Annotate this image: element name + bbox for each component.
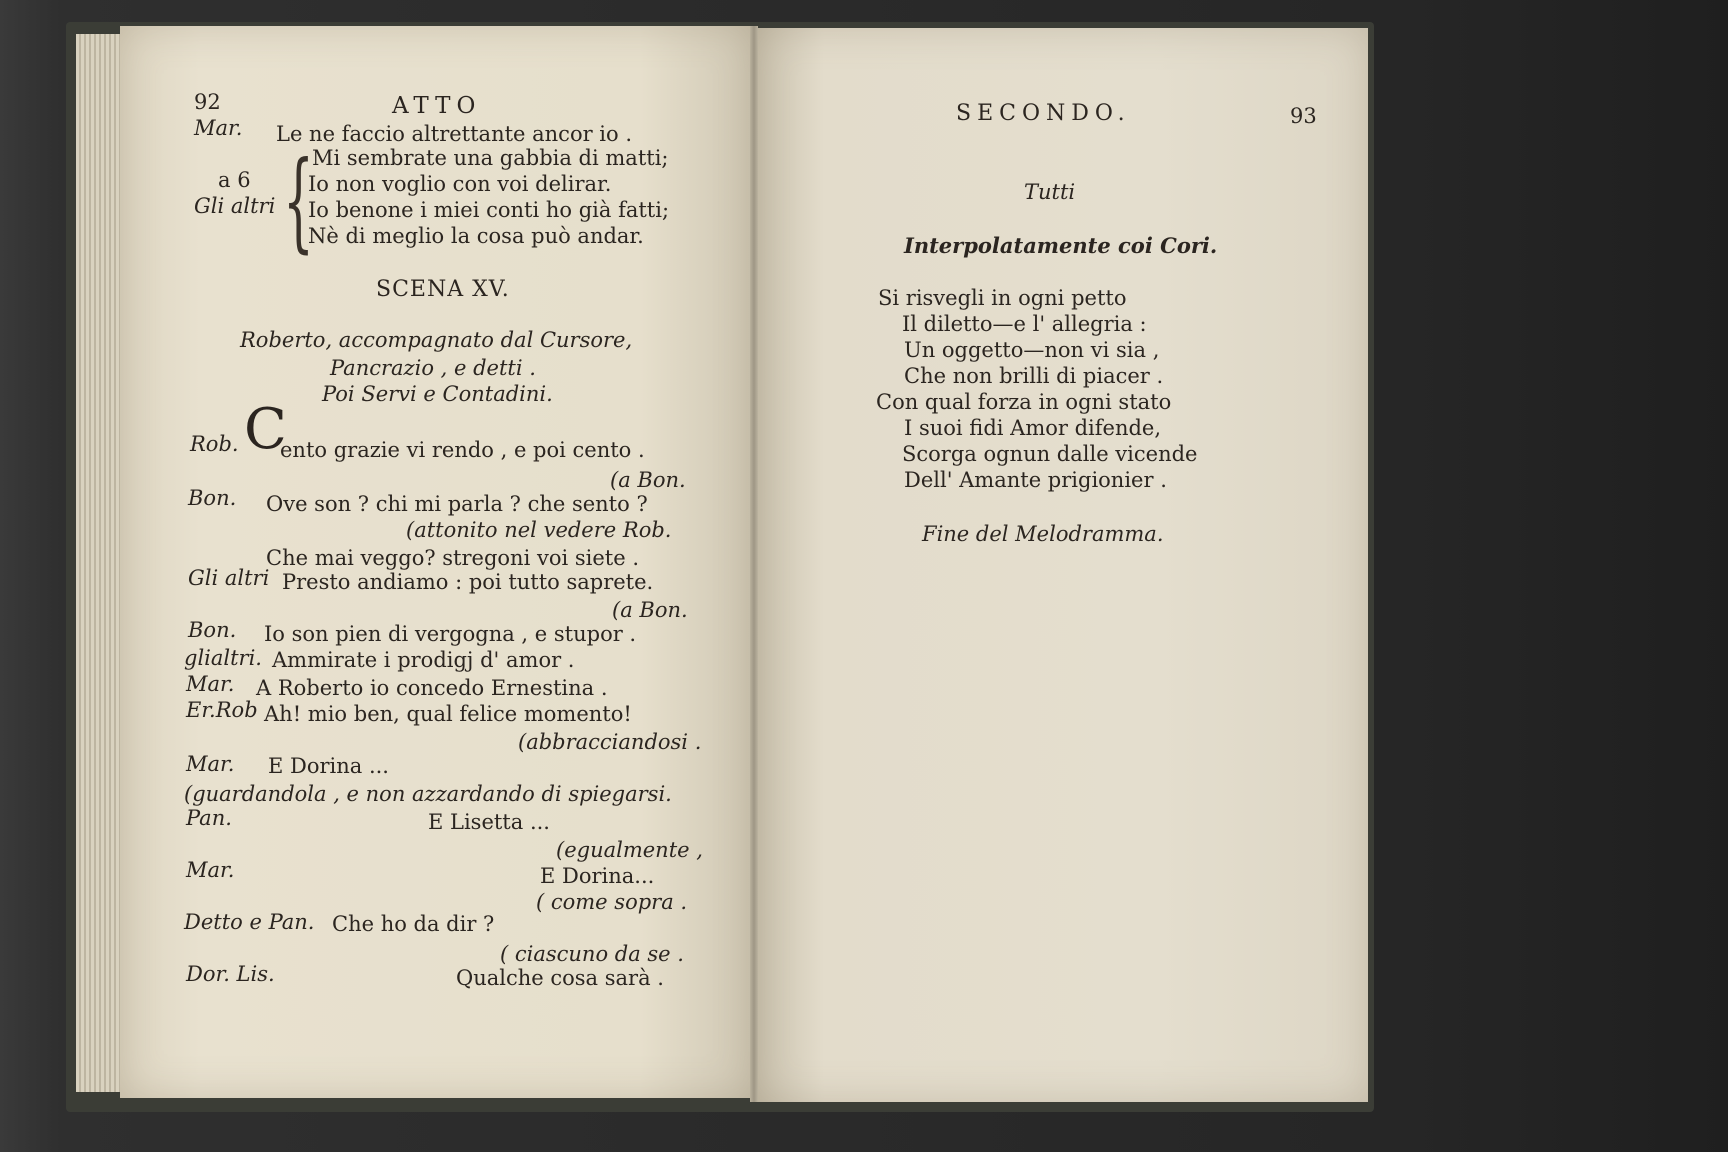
dialogue-line: Ah! mio ben, qual felice momento! bbox=[264, 702, 632, 726]
speaker: Bon. bbox=[188, 618, 237, 642]
curly-brace-icon: { bbox=[283, 139, 314, 264]
verse-line: Un oggetto—non vi sia , bbox=[904, 338, 1160, 362]
dialogue-line: ento grazie vi rendo , e poi cento . bbox=[280, 438, 645, 462]
speaker: Rob. bbox=[190, 432, 239, 456]
right-page-number: 93 bbox=[1290, 104, 1317, 128]
left-page-header: ATTO bbox=[392, 93, 482, 119]
verse-line: I suoi fidi Amor difende, bbox=[904, 416, 1162, 440]
speaker: Mar. bbox=[194, 116, 243, 140]
speaker: Mar. bbox=[186, 858, 235, 882]
verse-line: Io non voglio con voi delirar. bbox=[308, 172, 612, 196]
stage-direction: (attonito nel vedere Rob. bbox=[406, 518, 672, 542]
brace-label: a 6 bbox=[218, 168, 251, 192]
stage-direction: (guardandola , e non azzardando di spiegarsi. bbox=[184, 782, 672, 806]
stage-direction: ( ciascuno da se . bbox=[500, 942, 684, 966]
verse-line: Il diletto—e l' allegria : bbox=[902, 312, 1147, 336]
right-page-header: SECONDO. bbox=[956, 101, 1131, 126]
verse-line: Con qual forza in ogni stato bbox=[876, 390, 1172, 414]
dialogue-line: A Roberto io concedo Ernestina . bbox=[256, 676, 608, 700]
stage-direction: ( come sopra . bbox=[536, 890, 688, 914]
cast-line: Poi Servi e Contadini. bbox=[322, 382, 553, 406]
speaker: Gli altri bbox=[188, 566, 270, 590]
stage-direction: (a Bon. bbox=[610, 468, 686, 492]
verse-line: Io benone i miei conti ho già fatti; bbox=[308, 198, 670, 222]
stage-direction: Interpolatamente coi Cori. bbox=[904, 233, 1218, 258]
verse-line: Che non brilli di piacer . bbox=[904, 364, 1164, 388]
speaker: Mar. bbox=[186, 672, 235, 696]
dialogue-line: E Dorina... bbox=[540, 864, 655, 888]
speaker: Bon. bbox=[188, 486, 237, 510]
dialogue-line: Che ho da dir ? bbox=[332, 912, 495, 936]
speaker: Dor. Lis. bbox=[186, 962, 275, 986]
speaker: glialtri. bbox=[184, 646, 262, 670]
verse-line: Mi sembrate una gabbia di matti; bbox=[312, 146, 669, 170]
dialogue-line: E Dorina ... bbox=[268, 754, 389, 778]
stage-direction: (a Bon. bbox=[612, 598, 688, 622]
closing-line: Fine del Melodramma. bbox=[922, 522, 1164, 546]
verse-line: Scorga ognun dalle vicende bbox=[902, 442, 1198, 466]
drop-cap: C bbox=[244, 397, 287, 462]
speaker: Detto e Pan. bbox=[184, 910, 315, 934]
left-page-number: 92 bbox=[194, 90, 221, 114]
verse-line: Dell' Amante prigionier . bbox=[904, 468, 1167, 492]
dialogue-line: Presto andiamo : poi tutto saprete. bbox=[282, 570, 654, 594]
dialogue-line: Ammirate i prodigj d' amor . bbox=[272, 648, 575, 672]
brace-label: Gli altri bbox=[194, 194, 276, 218]
speaker: Er.Rob bbox=[186, 698, 258, 722]
book-gutter bbox=[750, 26, 758, 1102]
verse-line: Le ne faccio altrettante ancor io . bbox=[276, 122, 633, 146]
stage-direction: (abbracciandosi . bbox=[518, 730, 702, 754]
cast-line: Pancrazio , e detti . bbox=[330, 356, 536, 380]
speaker: Mar. bbox=[186, 752, 235, 776]
verse-line: Si risvegli in ogni petto bbox=[878, 286, 1127, 310]
dialogue-line: Che mai veggo? stregoni voi siete . bbox=[266, 546, 639, 570]
verse-line: Nè di meglio la cosa può andar. bbox=[308, 224, 644, 248]
speaker: Pan. bbox=[186, 806, 232, 830]
dialogue-line: Ove son ? chi mi parla ? che sento ? bbox=[266, 492, 648, 516]
speaker: Tutti bbox=[1024, 180, 1076, 204]
cast-line: Roberto, accompagnato dal Cursore, bbox=[240, 328, 633, 352]
dialogue-line: Io son pien di vergogna , e stupor . bbox=[264, 622, 637, 646]
stage-direction: (egualmente , bbox=[556, 838, 703, 862]
dialogue-line: E Lisetta ... bbox=[428, 810, 550, 834]
dialogue-line: Qualche cosa sarà . bbox=[456, 966, 664, 990]
scene-title: SCENA XV. bbox=[376, 277, 510, 302]
